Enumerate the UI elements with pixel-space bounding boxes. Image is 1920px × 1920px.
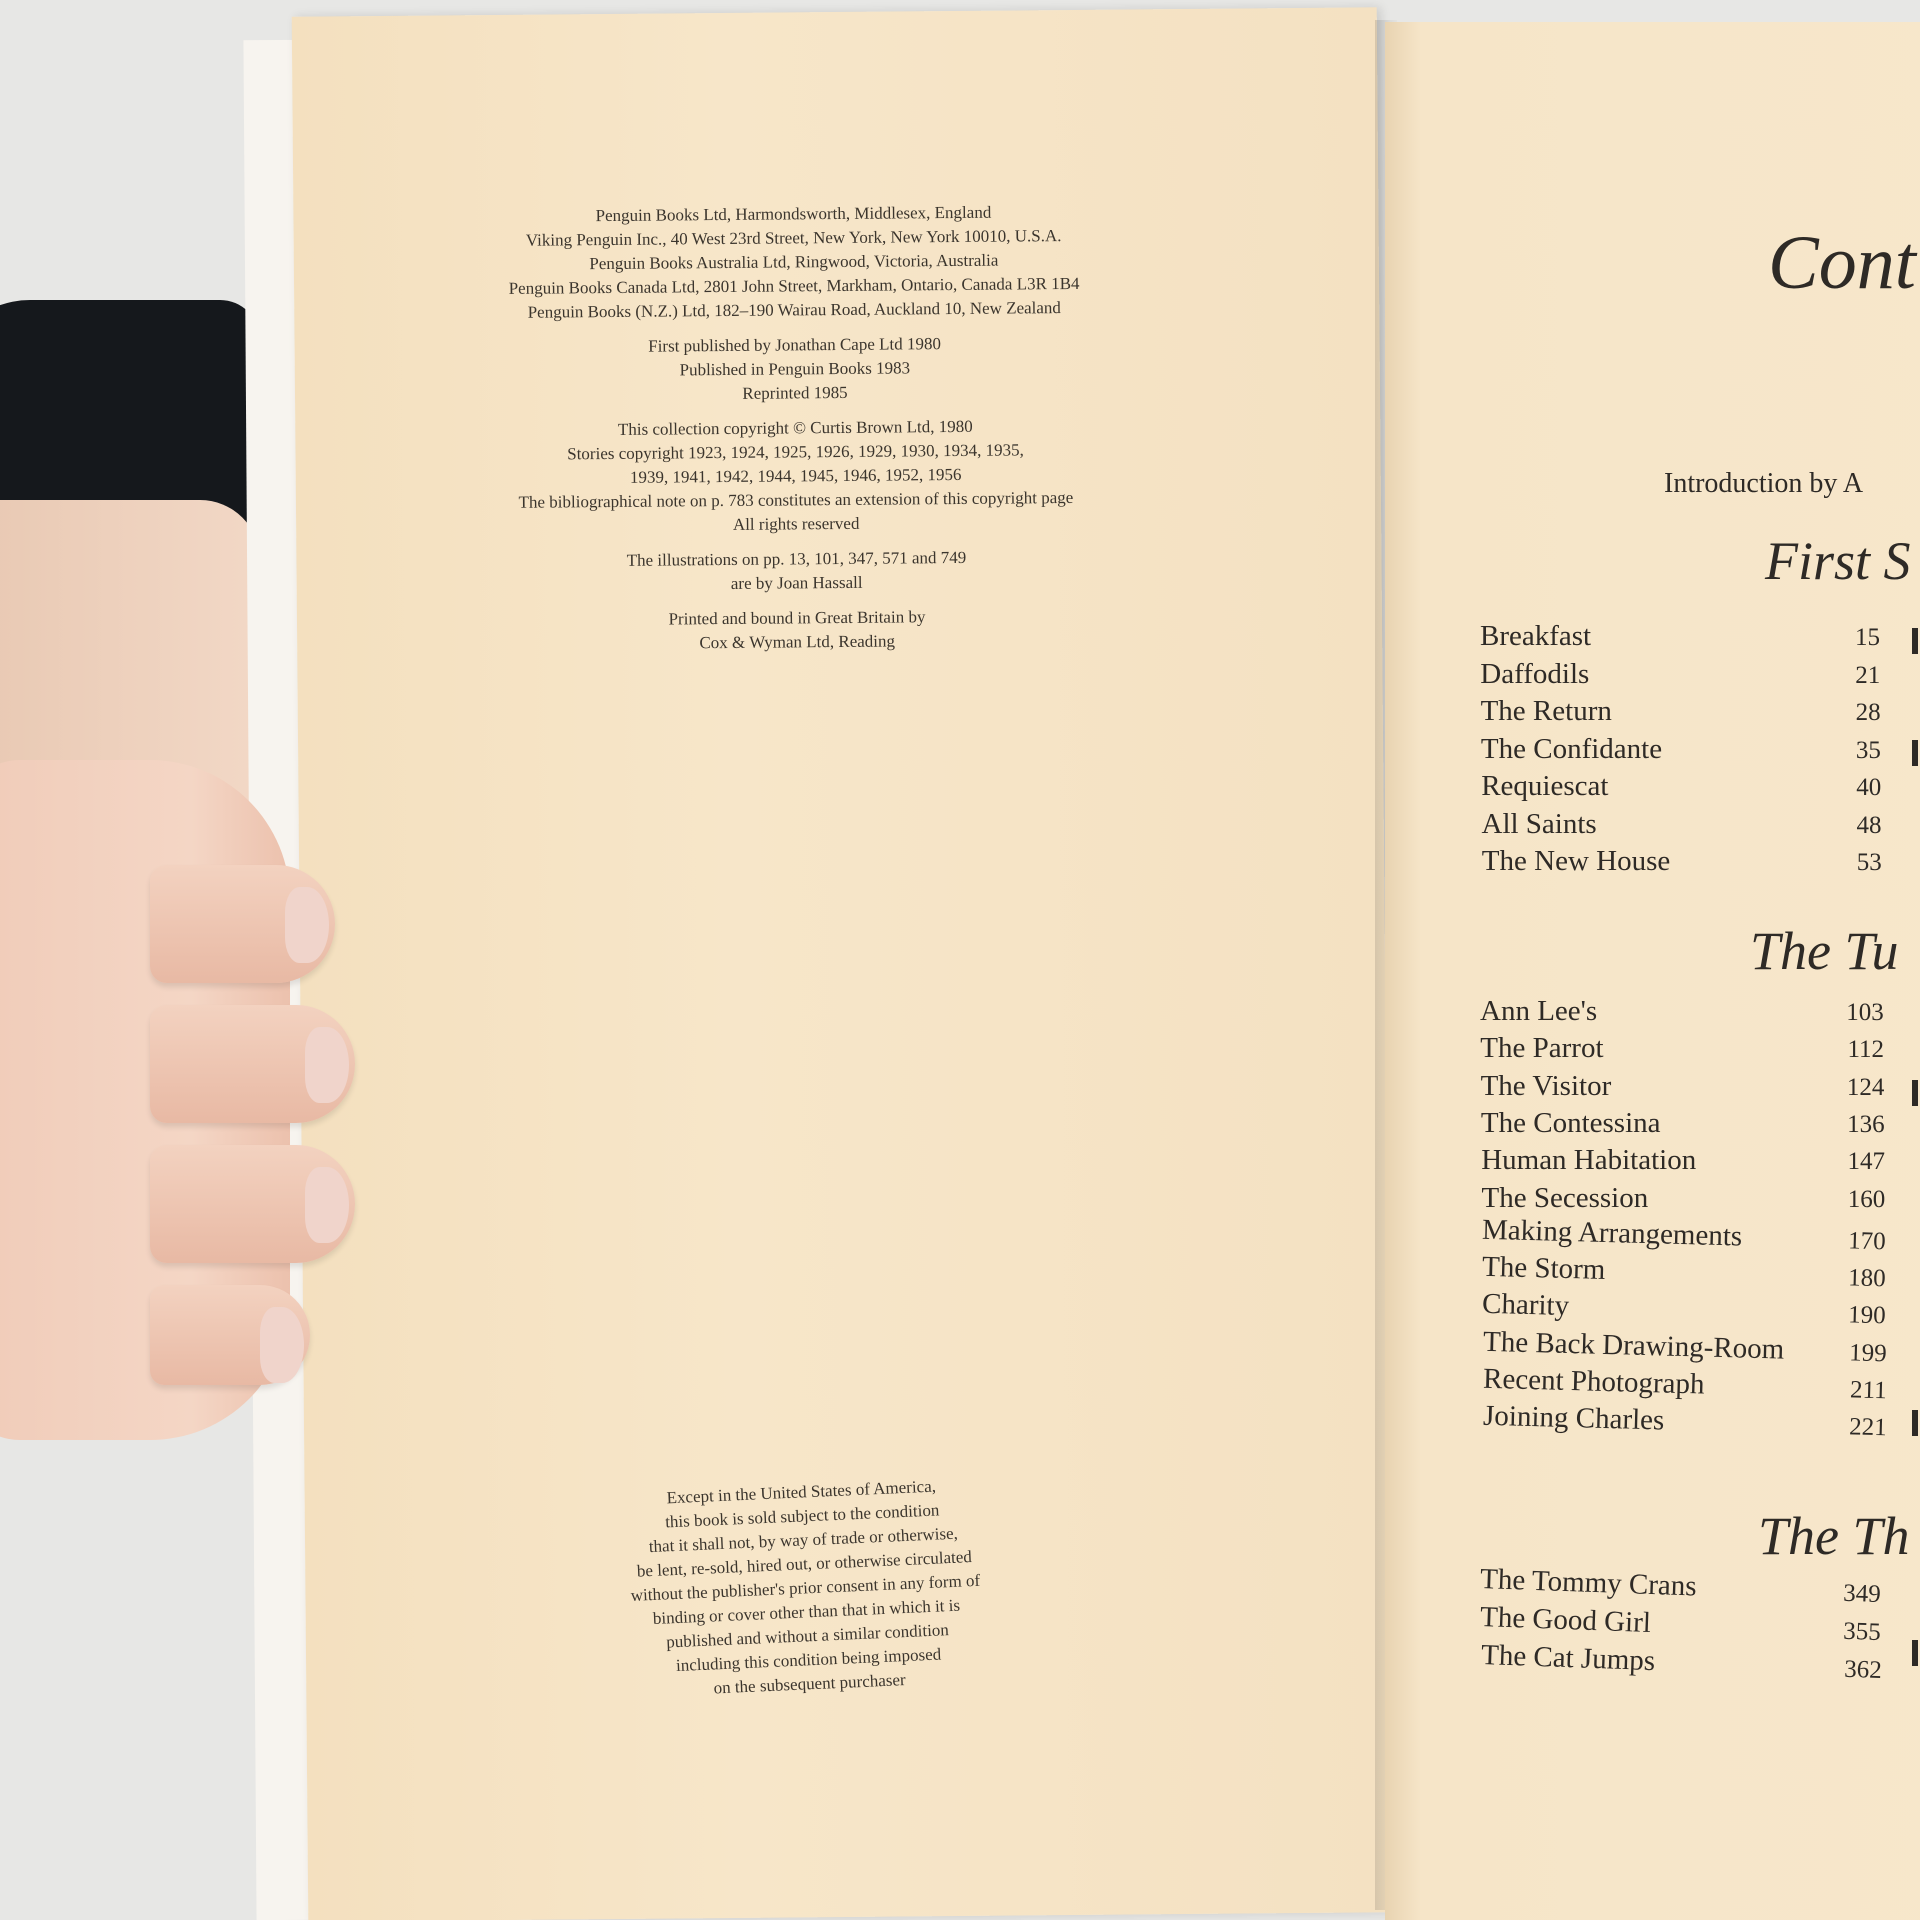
fingernail: [260, 1307, 304, 1383]
fingernail: [305, 1027, 349, 1103]
contents-title: Cont: [1768, 221, 1916, 305]
toc-entry-title: The Parrot: [1480, 1032, 1604, 1065]
toc-entry-page-number: 124: [1846, 1073, 1885, 1101]
toc-entry-title: Human Habitation: [1481, 1144, 1697, 1177]
toc-entry-title: The Storm: [1481, 1250, 1606, 1287]
little-finger: [150, 1285, 310, 1385]
toc-entry-title: Recent Photograph: [1482, 1362, 1705, 1401]
toc-entry-title: Daffodils: [1480, 657, 1590, 690]
toc-entry-title: The Visitor: [1480, 1069, 1612, 1102]
toc-entry-title: Ann Lee's: [1480, 995, 1598, 1027]
printer-line: Printed and bound in Great Britain by: [668, 607, 926, 629]
toc-entry: [1481, 1181, 1886, 1218]
toc-entry-page-number: 190: [1848, 1301, 1887, 1330]
copyright-line: This collection copyright © Curtis Brown Ltd, 1980: [617, 416, 973, 439]
toc-entry-page-number: 147: [1847, 1148, 1885, 1176]
condition-line: that it shall not, by way of trade or otherwise,: [648, 1523, 959, 1557]
toc-entry: [1480, 620, 1880, 656]
toc-entry-title: The New House: [1481, 845, 1671, 877]
toc-entry-title: Charity: [1482, 1288, 1570, 1323]
condition-line: without the publisher's prior consent in any form of: [630, 1570, 981, 1605]
fingernail: [285, 887, 329, 963]
toc-entry-page-number: 21: [1855, 661, 1881, 689]
condition-line: published and without a similar condition: [665, 1620, 950, 1652]
cropped-text-mark: [1912, 1640, 1918, 1666]
toc-entry-title: The Good Girl: [1479, 1601, 1652, 1639]
toc-entry-title: Making Arrangements: [1481, 1213, 1743, 1253]
publication-history: [415, 330, 1176, 409]
toc-entry: [1480, 995, 1884, 1031]
illustration-line: The illustrations on pp. 13, 101, 347, 571 and 749: [626, 547, 967, 570]
cropped-text-mark: [1912, 740, 1918, 766]
toc-entry-title: The Tommy Crans: [1479, 1563, 1698, 1603]
copyright-info-block: [413, 199, 1177, 658]
fingernail: [305, 1167, 349, 1243]
copyright-page: [292, 7, 1394, 1920]
toc-entry-title: The Cat Jumps: [1480, 1639, 1656, 1678]
toc-entry: [1481, 733, 1881, 769]
toc-entry-page-number: 349: [1842, 1579, 1882, 1609]
cropped-text-mark: [1912, 1410, 1918, 1436]
cropped-text-mark: [1912, 1080, 1918, 1106]
introduction-line: Introduction by A: [1664, 468, 1864, 499]
toc-entry: [1480, 1069, 1885, 1106]
publisher-addresses: [413, 199, 1174, 326]
toc-entry-title: The Back Drawing-Room: [1482, 1325, 1785, 1366]
illustration-line: are by Joan Hassall: [730, 572, 863, 593]
address-line: Penguin Books (N.Z.) Ltd, 182–190 Wairau Road, Auckland 10, New Zealand: [527, 298, 1061, 322]
address-line: Viking Penguin Inc., 40 West 23rd Street, New York, New York 10010, U.S.A.: [525, 226, 1062, 250]
publication-line: First published by Jonathan Cape Ltd 1980: [648, 334, 942, 356]
address-line: Penguin Books Canada Ltd, 2801 John Street, Markham, Ontario, Canada L3R 1B4: [508, 273, 1080, 298]
toc-entry-title: The Confidante: [1480, 732, 1663, 765]
copyright-line: Stories copyright 1923, 1924, 1925, 1926, 1929, 1930, 1934, 1935,: [567, 440, 1024, 464]
toc-entry: [1480, 658, 1880, 694]
conditions-of-sale: [601, 1472, 1010, 1705]
publication-line: Published in Penguin Books 1983: [679, 358, 911, 380]
ring-finger: [150, 1145, 355, 1263]
condition-line: including this condition being imposed: [675, 1644, 942, 1676]
toc-entry-page-number: 40: [1856, 774, 1882, 801]
toc-entry-page-number: 35: [1855, 736, 1881, 764]
toc-entry-page-number: 180: [1847, 1264, 1887, 1293]
toc-entry-title: The Return: [1480, 695, 1612, 727]
copyright-line: 1939, 1941, 1942, 1944, 1945, 1946, 1952, 1956: [629, 464, 962, 487]
printer-credit: [417, 603, 1177, 658]
address-line: Penguin Books Ltd, Harmondsworth, Middlesex, England: [595, 202, 992, 226]
toc-entry-title: Joining Charles: [1482, 1400, 1666, 1437]
toc-entry-page-number: 28: [1855, 699, 1881, 726]
condition-line: this book is sold subject to the condition: [664, 1500, 940, 1532]
toc-entry-page-number: 211: [1849, 1376, 1888, 1405]
toc-entry-title: All Saints: [1481, 807, 1597, 840]
toc-entry: [1481, 1144, 1885, 1180]
condition-line: be lent, re-sold, hired out, or otherwise circulated: [636, 1547, 973, 1581]
toc-entry-page-number: 53: [1856, 849, 1882, 876]
conditions-of-sale-block: [601, 1472, 1010, 1705]
toc-entry-page-number: 160: [1847, 1185, 1886, 1213]
toc-entry-page-number: 15: [1855, 624, 1880, 651]
toc-entry: [1482, 808, 1882, 844]
condition-line: binding or cover other than that in which it is: [652, 1595, 961, 1629]
toc-entry: [1480, 1106, 1885, 1143]
condition-line: on the subsequent purchaser: [713, 1670, 906, 1698]
toc-entry-title: Requiescat: [1481, 770, 1609, 802]
toc-entry-page-number: 103: [1846, 999, 1884, 1026]
toc-entry-page-number: 355: [1843, 1617, 1882, 1647]
section-heading: The Th: [1758, 1506, 1910, 1566]
copyright-line: All rights reserved: [732, 513, 860, 534]
address-line: Penguin Books Australia Ltd, Ringwood, Victoria, Australia: [589, 250, 999, 274]
copyright-lines: [415, 413, 1176, 540]
toc-entry-page-number: 136: [1847, 1110, 1885, 1138]
toc-entry-title: The Contessina: [1480, 1106, 1661, 1139]
middle-finger: [150, 1005, 355, 1123]
toc-entry-page-number: 199: [1848, 1339, 1887, 1368]
toc-entry-page-number: 362: [1843, 1655, 1882, 1685]
toc-entry-page-number: 221: [1849, 1413, 1888, 1442]
section-heading: The Tu: [1750, 921, 1899, 981]
toc-entry-page-number: 170: [1847, 1227, 1886, 1256]
condition-line: Except in the United States of America,: [666, 1476, 937, 1508]
toc-entry: [1480, 1032, 1885, 1068]
toc-entry-title: Breakfast: [1480, 620, 1592, 652]
cropped-text-mark: [1912, 628, 1918, 654]
section-heading: First S: [1765, 531, 1911, 591]
toc-entry: [1481, 695, 1881, 731]
index-finger: [150, 865, 335, 983]
toc-entry-page-number: 112: [1847, 1036, 1885, 1064]
toc-entry: [1481, 770, 1881, 806]
toc-entry: [1482, 845, 1882, 881]
illustration-credit: [416, 544, 1176, 599]
publication-line: Reprinted 1985: [742, 382, 848, 403]
toc-entry-title: The Secession: [1481, 1181, 1649, 1214]
printer-line: Cox & Wyman Ltd, Reading: [699, 631, 896, 653]
copyright-line: The bibliographical note on p. 783 constitutes an extension of this copyright page: [518, 487, 1074, 512]
toc-entry-page-number: 48: [1856, 811, 1882, 839]
